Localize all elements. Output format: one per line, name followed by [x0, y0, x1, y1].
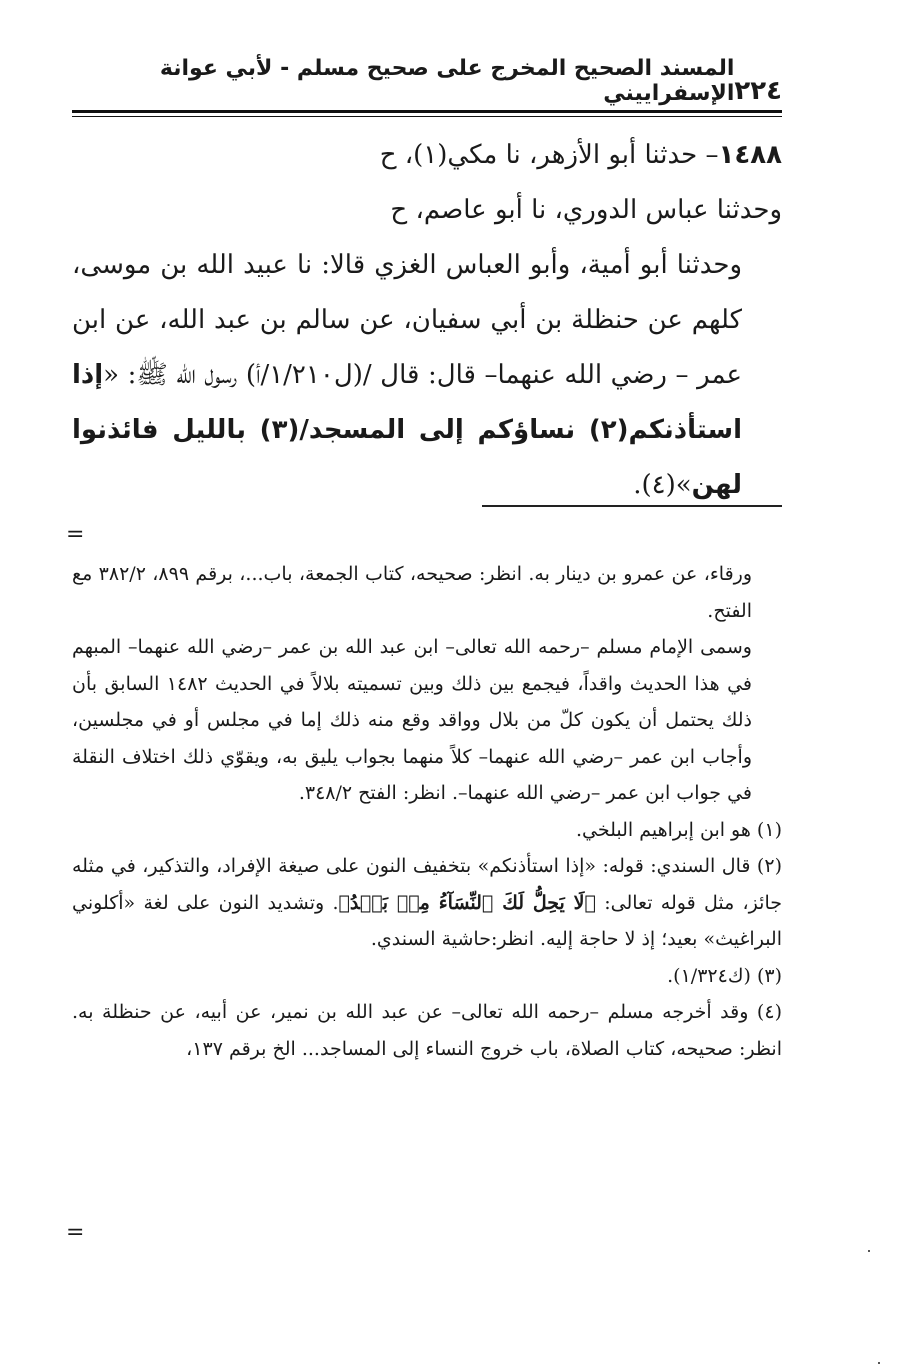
- footnote-2-text-a: (٢) قال السندي: قوله: «إذا استأذنكم» بتخفيف النون على صيغة الإفراد، والتذكير، في مثله جائز، مثل قوله تعالى:: [72, 855, 782, 914]
- book-title: المسند الصحيح المخرج على صحيح مسلم - لأبي عوانة الإسفراييني: [159, 56, 735, 106]
- hadith-isnad-text: وحدثنا أبو أمية، وأبو العباس الغزي قالا: نا عبيد الله بن موسى، كلهم عن حنظلة بن أبي سفيان، عن سالم بن عبد الله، عن ابن عمر – رضي الله عنهما– قال: قال /(ل١/٢١٠/أ) رسول الله ﷺ: «: [72, 250, 742, 390]
- hadith-number: ١٤٨٨: [718, 140, 782, 170]
- scan-speck: [868, 1250, 870, 1252]
- scan-speck: [878, 1362, 880, 1364]
- hadith-line-1: [72, 128, 782, 183]
- footnote-4: (٤) وقد أخرجه مسلم –رحمه الله تعالى– عن عبد الله بن نمير، عن أبيه، عن حنظلة به. انظر: صحيحه، كتاب الصلاة، باب خروج النساء إلى المساجد... الخ برقم ١٣٧،: [72, 1001, 782, 1060]
- footnote-3: (٣) (ك١/٣٢٤).: [667, 964, 782, 987]
- continuation-mark-bottom: =: [66, 1220, 85, 1245]
- page-number: ٢٢٤: [734, 76, 782, 106]
- hadith-isnad: [72, 238, 782, 513]
- footnote-1: (١) هو ابن إبراهيم البلخي.: [575, 818, 782, 841]
- footnote-separator: [482, 505, 782, 507]
- hadith-line-2: وحدثنا عباس الدوري، نا أبو عاصم، ح: [390, 195, 782, 225]
- footnote-2: [72, 848, 782, 958]
- footnote-2-text-b: . وتشديد النون على لغة «أكلوني البراغيث» بعيد؛ إذ لا حاجة إليه. انظر:حاشية السندي.: [72, 891, 782, 950]
- footnote-continuation-1: ورقاء، عن عمرو بن دينار به. انظر: صحيحه، كتاب الجمعة، باب...، برقم ٨٩٩، ٣٨٢/٢ مع الفتح.: [72, 563, 753, 622]
- quran-verse: ﴿لَا يَحِلُّ لَكَ ٱلنِّسَآءُ مِنۢ بَعۡدُ﴾: [338, 891, 596, 914]
- hadith-end: »(٤).: [633, 470, 692, 500]
- footnote-continuation-2: وسمى الإمام مسلم –رحمه الله تعالى– ابن عبد الله بن عمر –رضي الله عنهما– المبهم في هذا الحديث واقداً، فيجمع بين ذلك وبين تسميته بلالاً في الحديث ١٤٨٢ السابق بأن ذلك يحتمل أن يكون كلّ من بلال وواقد وقع منه ذلك إما في مجلس أو في مجلسين، وأجاب ابن عمر –رضي الله عنهما– كلاً منهما بجواب يليق به، ويقوّي ذلك اختلاف النقلة في جواب ابن عمر –رضي الله عنهما–. انظر: الفتح ٣٤٨/٢.: [72, 636, 752, 804]
- footnotes: [72, 556, 782, 1067]
- hadith-matn: إذا استأذنكم(٢) نساؤكم إلى المسجد/(٣) بالليل فائذنوا لهن: [72, 360, 742, 500]
- header-rule: [72, 110, 782, 113]
- continuation-mark-top: =: [66, 522, 85, 547]
- hadith-body: [72, 128, 782, 513]
- running-header: [72, 56, 782, 106]
- hadith-line-1-text: – حدثنا أبو الأزهر، نا مكي(١)، ح: [379, 140, 719, 170]
- header-rule-thin: [72, 116, 782, 117]
